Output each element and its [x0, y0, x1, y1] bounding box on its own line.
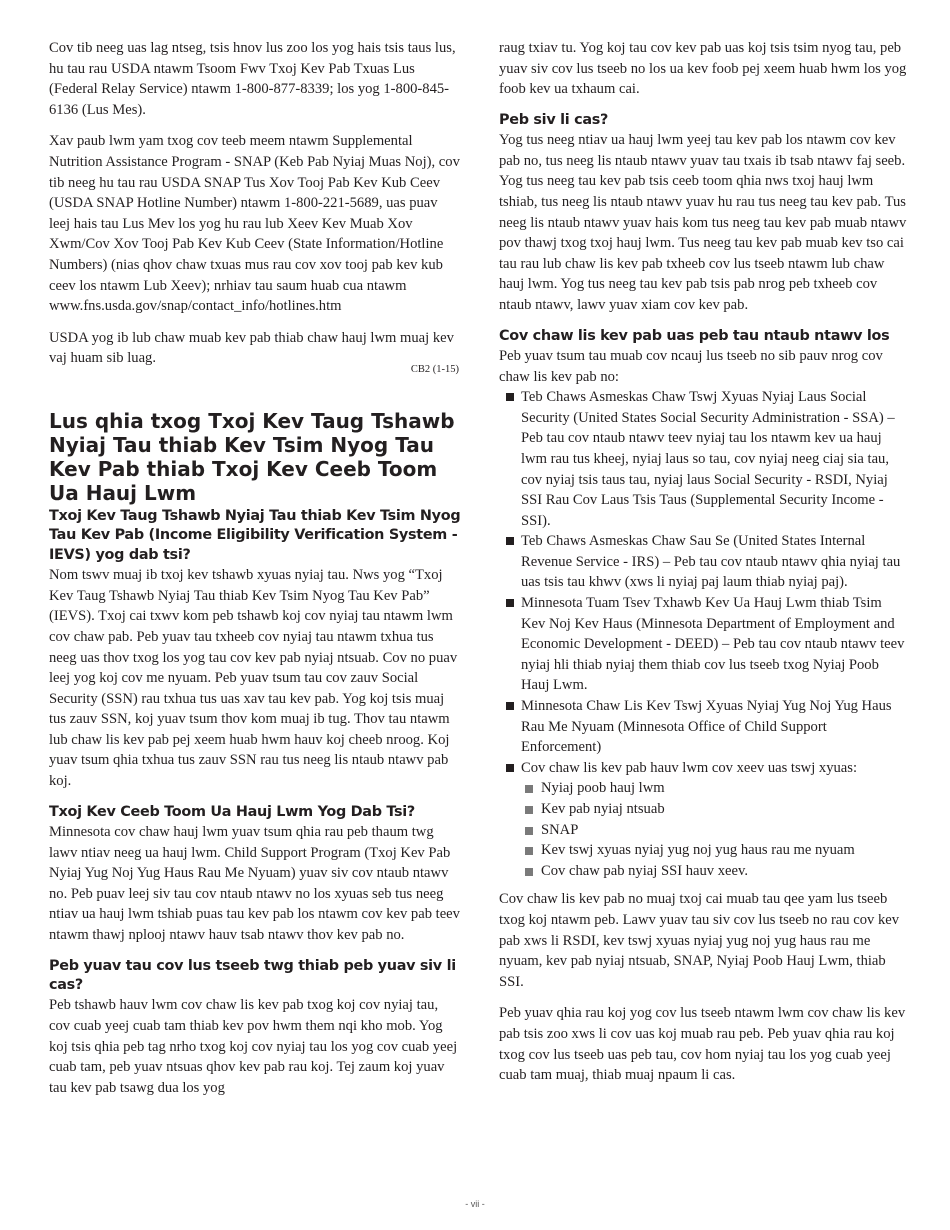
equal-opportunity-paragraph: USDA yog ib lub chaw muab kev pab thiab chaw hauj lwm muaj kev vaj huam sib luag.: [49, 329, 454, 367]
information-heading: Peb yuav tau cov lus tseeb twg thiab peb yuav siv li cas?: [49, 957, 456, 994]
relay-service-paragraph: Cov tib neeg uas lag ntseg, tsis hnov lus zoo los yog hais tsis taus lus, hu tau rau USDA ntawm Tsoom Fwv Txoj Kev Pab Txuas Lus (Federal Relay Service) ntawm 1-800-877-8339; los yog 1-800-845-6136 (Lus Mes).: [49, 40, 456, 118]
page-number: - vii -: [465, 1199, 485, 1209]
list-item: [499, 758, 909, 882]
sub-list-item: [521, 820, 909, 841]
agencies-intro: Peb yuav tsum tau muab cov ncauj lus tseeb no sib pauv nrog cov chaw lis kev pab no:: [499, 347, 883, 385]
continued-paragraph: raug txiav tu. Yog koj tau cov kev pab uas koj tsis tsim nyog tau, peb yuav siv cov lus tseeb no los ua kev foob pej xeem huab hwm los yog foob kev ua txhaum cai.: [499, 40, 907, 98]
square-bullet-icon: [525, 868, 533, 876]
list-item: [499, 593, 909, 696]
information-paragraph: Peb tshawb hauv lwm cov chaw lis kev pab txog koj cov nyiaj tau, cov cuab yeej cuab tam thiab kev pov hwm them nqi kho mob. Yog koj tsis qhia peb tag nrho txog koj cov nyiaj tau los yog cov cuab yeej cuab tam, peb yuav ntsuas qhov kev pab rau koj. Tej zaum koj yuav tau kev pab tsawg dua los yog: [49, 997, 458, 1096]
sub-list-item: [521, 861, 909, 882]
square-bullet-icon: [506, 537, 514, 545]
section-title: Lus qhia txog Txoj Kev Taug Tshawb Nyiaj Tau thiab Kev Tsim Nyog Tau Kev Pab thiab Txoj Kev Ceeb Toom Ua Hauj Lwm: [49, 408, 455, 505]
square-bullet-icon: [506, 599, 514, 607]
list-item: [499, 696, 909, 758]
ievs-heading: Txoj Kev Taug Tshawb Nyiaj Tau thiab Kev Tsim Nyog Tau Kev Pab (Income Eligibility Verification System - IEVS) yog dab tsi?: [49, 507, 461, 563]
square-bullet-icon: [525, 847, 533, 855]
square-bullet-icon: [506, 702, 514, 710]
snap-hotline-paragraph: Xav paub lwm yam txog cov teeb meem ntawm Supplemental Nutrition Assistance Program - SNAP (Keb Pab Nyiaj Muas Noj), cov tib neeg hu tau rau USDA SNAP Tus Xov Tooj Pab Kev Kub Ceev (USDA SNAP Hotline Number) ntawm 1-800-221-5689, uas puav leej hais tau Lus Mev los yog hu rau lub Xeev Kev Muab Xov Xwm/Cov Xov Tooj Pab Kev Kub Ceev (State Information/Hotline Numbers) (nias qhov chaw txuas mus rau cov xov tooj pab kev kub ceev los ntawm Lub Xeev); nrhiav tau saum huab cua ntawm www.fns.usda.gov/snap/contact_info/hotlines.htm: [49, 133, 460, 315]
list-item: [499, 531, 909, 593]
sub-list-item-text: SNAP: [541, 821, 579, 838]
list-item-text: Cov chaw lis kev pab hauv lwm cov xeev uas tswj xyuas:: [521, 759, 857, 776]
list-item-text: Teb Chaws Asmeskas Chaw Sau Se (United States Internal Revenue Service - IRS) – Peb tau cov ntaub ntawv qhia nyiaj tau uas tsis tau khwv (xws li nyiaj paj laum thiab nyiaj paj).: [521, 533, 901, 591]
sub-list-item-text: Cov chaw pab nyiaj SSI hauv xeev.: [541, 862, 748, 879]
list-item-text: Minnesota Chaw Lis Kev Tswj Xyuas Nyiaj Yug Noj Yug Haus Rau Me Nyuam (Minnesota Office of Child Support Enforcement): [521, 698, 892, 756]
employment-notice-paragraph: Minnesota cov chaw hauj lwm yuav tsum qhia rau peb thaum twg lawv ntiav neeg ua hauj lwm. Child Support Program (Txoj Kev Pab Nyiaj Yug Noj Yug Haus Rau Me Nyuam) yuav siv cov ntaub ntawv no. Peb puav leej siv tau cov ntaub ntawv no los xyuas seb tus neeg ntiav ua hauj lwm tshiab puas tau kev pab los ntawm cov kev pab teev ntawm thawj nplooj ntawv hauv tsab ntawv thov kev pab no.: [49, 824, 460, 944]
sub-list-item-text: Kev pab nyiaj ntsuab: [541, 801, 665, 817]
list-item-text: Teb Chaws Asmeskas Chaw Tswj Xyuas Nyiaj Laus Social Security (United States Social Security Administration - SSA) – Peb tau cov ntaub ntawv teev nyiaj tau los ntawm kev ua hauj lwm rau tus kheej, nyiaj laus so tau, cov nyiaj neeg ciaj sia tau, cov nyiaj tsis taus tau, nyiaj laus Social Security - RSDI, Nyiaj SSI Rau Cov Laus Tsis Taus (Supplemental Security Income - SSI).: [521, 389, 895, 529]
sub-list-item-text: Nyiaj poob hauj lwm: [541, 780, 665, 797]
agencies-heading: Cov chaw lis kev pab uas peb tau ntaub ntawv los: [499, 327, 890, 344]
square-bullet-icon: [525, 806, 533, 814]
ievs-paragraph: Nom tswv muaj ib txoj kev tshawb xyuas nyiaj tau. Nws yog “Txoj Kev Taug Tshawb Nyiaj Tau thiab Kev Tsim Nyog Tau Kev Pab” (IEVS). Txoj cai txwv kom peb tshawb koj cov nyiaj tau ntawm lwm cov chaw pab. Peb yuav tau txheeb cov nyiaj tau ntawm txhua tus neeg uas thov txog los yog tau cov kev pab nyiaj ntsuab. Cov no puav leej yog koj cov me nyuam. Peb yuav tsum tau cov zauv Social Security (SSN) rau txhua tus uas xav tau kev pab. Yog koj tsis muaj tus zauv SSN, koj yuav tsum thov kom muaj ib tug. Thov tau ntawm lub chaw lis kev pab pej xeem huab hwm hauv koj cheeb nroog. Koj yuav tsum qhia txhua tus zauv SSN rau tus neeg lis ntaub ntawv pab koj.: [49, 567, 458, 790]
square-bullet-icon: [506, 764, 514, 772]
right-column: [499, 38, 909, 1086]
list-item: [499, 387, 909, 531]
square-bullet-icon: [506, 393, 514, 401]
square-bullet-icon: [525, 785, 533, 793]
form-code: CB2 (1-15): [410, 363, 459, 375]
square-bullet-icon: [525, 827, 533, 835]
left-column: [49, 38, 461, 1098]
state-programs-list: [521, 778, 909, 881]
info-sharing-paragraph: Peb yuav qhia rau koj yog cov lus tseeb ntawm lwm cov chaw lis kev pab tsis zoo xws li cov uas koj muab rau peb. Peb yuav qhia rau koj txog cov lus tseeb uas peb tau, cov hom nyiaj tau los yog cuab yeej cuab tam muaj, thiab muaj npaum li cas.: [499, 1005, 906, 1084]
usage-heading: Peb siv li cas?: [499, 111, 609, 128]
agencies-list: [499, 387, 909, 881]
employment-notice-heading: Txoj Kev Ceeb Toom Ua Hauj Lwm Yog Dab Tsi?: [49, 803, 415, 820]
list-item-text: Minnesota Tuam Tsev Txhawb Kev Ua Hauj Lwm thiab Tsim Kev Noj Kev Haus (Minnesota Department of Employment and Economic Development - DEED) – Peb tau cov ntaub ntawv teev nyiaj hli thiab nyiaj them thiab cov lus tseeb txog Nyiaj Poob Hauj Lwm.: [521, 595, 905, 694]
sub-list-item: [521, 778, 909, 799]
sub-list-item: [521, 840, 909, 861]
usage-paragraph: Yog tus neeg ntiav ua hauj lwm yeej tau kev pab los ntawm cov kev pab no, tus neeg lis ntaub ntawv yuav tau txais ib tsab ntawv faj seeb. Yog tus neeg tau kev pab tsis ceeb toom qhia nws txoj hauj lwm tshiab, tus neeg lis ntaub ntawv yuav hu rau tus neeg tau kev pab. Tus neeg lis ntaub ntawv yuav hais kom tus neeg tau kev pab muab ntawv pov thawj txog txoj hauj lwm. Tus neeg tau kev pab muab kev tso cai tau rau lub chaw lis kev pab txheeb cov lus tseeb ntawm lub chaw hauj lwm. Yog tus neeg tau kev pab tsis pab nrog peb txheeb cov ntaub ntawv, lawv yuav xiam cov kev pab.: [499, 132, 907, 313]
agency-rules-paragraph: Cov chaw lis kev pab no muaj txoj cai muab tau qee yam lus tseeb txog koj ntawm peb. Lawv yuav tau siv cov lus tseeb no rau cov kev pab xws li RSDI, kev tswj xyuas nyiaj yug noj yug haus rau me nyuam, kev pab nyiaj ntsuab, SNAP, Nyiaj Poob Hauj Lwm, thiab SSI.: [499, 891, 900, 990]
sub-list-item: [521, 799, 909, 820]
sub-list-item-text: Kev tswj xyuas nyiaj yug noj yug haus rau me nyuam: [541, 842, 855, 859]
